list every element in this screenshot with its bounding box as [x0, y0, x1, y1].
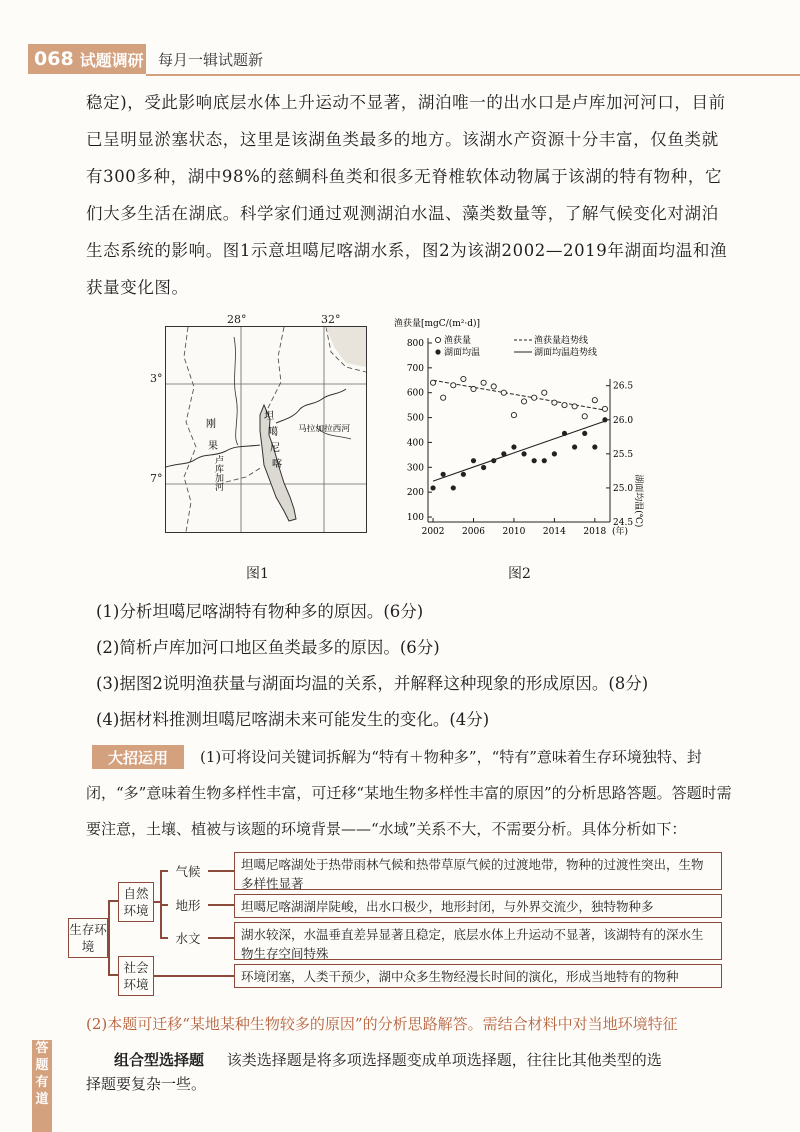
- catch-point: [491, 384, 496, 389]
- map-lon-label: 32°: [321, 313, 341, 326]
- catch-point: [532, 395, 537, 400]
- catch-point: [562, 403, 567, 408]
- tree-connector: [108, 974, 118, 976]
- figure2-caption: 图2: [508, 566, 531, 582]
- tree-arrow: [154, 975, 234, 977]
- place-label: 刚: [206, 419, 216, 430]
- tree-connector: [160, 904, 168, 906]
- body-line: 已呈明显淤塞状态，这里是该湖鱼类最多的地方。该湖水产资源十分丰富，仅鱼类就: [86, 130, 719, 149]
- catch-point: [511, 412, 516, 417]
- tip-line: 闭，“多”意味着生物多样性丰富，可迁移“某地生物多样性丰富的原因”的分析思路答题。答题时需: [86, 784, 732, 802]
- temperature-point: [542, 458, 547, 463]
- tree-connector: [108, 900, 118, 902]
- y-left-tick-label: 400: [406, 438, 424, 449]
- temperature-point: [572, 444, 577, 449]
- catch-point: [572, 404, 577, 409]
- tree-hydro-label: 水文: [168, 927, 208, 949]
- tributary-river: [234, 337, 238, 445]
- y-left-tick-label: 100: [406, 513, 424, 524]
- header-subtitle: 每月一辑试题新: [158, 51, 264, 69]
- question-4: (4)据材料推测坦噶尼喀湖未来可能发生的变化。(4分): [96, 710, 490, 729]
- page-number-tab: [28, 44, 146, 74]
- body-line: 稳定)，受此影响底层水体上升运动不显著，湖泊唯一的出水口是卢库加河河口，目前: [86, 93, 726, 112]
- map-lat-label: 7°: [150, 472, 163, 485]
- tree-terrain-text: 坦噶尼喀湖湖岸陡峻，出水口极少，地形封闭，与外界交流少，独特物种多: [234, 894, 722, 918]
- header-rule: [146, 74, 800, 76]
- x-tick-label: 2018: [583, 527, 607, 537]
- catch-point: [501, 390, 506, 395]
- tree-terrain-label: 地形: [168, 894, 208, 916]
- temperature-point: [441, 472, 446, 477]
- x-tick-label: 2002: [421, 527, 445, 537]
- border-line: [184, 327, 196, 532]
- temperature-point: [552, 451, 557, 456]
- tip-label: 大招运用: [92, 745, 184, 769]
- temperature-point: [481, 465, 486, 470]
- x-unit-label: (年): [612, 527, 629, 537]
- tree-connector: [108, 900, 110, 975]
- lake-map: [165, 326, 367, 533]
- legend-temp-marker: [435, 349, 440, 354]
- catch-point: [461, 376, 466, 381]
- tree-climate-text: 坦噶尼喀湖处于热带雨林气候和热带草原气候的过渡地带，物种的过渡性突出，生物多样性显著: [234, 852, 722, 890]
- body-line: 生态系统的影响。图1示意坦噶尼喀湖水系，图2为该湖2002—2019年湖面均温和渔: [86, 241, 728, 260]
- y-right-tick-label: 25.0: [613, 483, 634, 494]
- body-line: 获量变化图。: [86, 278, 189, 297]
- side-tab-char: 答: [35, 1041, 49, 1056]
- tree-arrow: [208, 904, 234, 906]
- temperature-point: [562, 431, 567, 436]
- temperature-point: [582, 431, 587, 436]
- temperature-point: [521, 451, 526, 456]
- temperature-trend-line: [433, 421, 605, 481]
- body-line: 们大多生活在湖底。科学家们通过观测湖泊水温、藻类数量等，了解气候变化对湖泊: [86, 204, 719, 223]
- bottom-line2: 择题要复杂一些。: [86, 1075, 207, 1093]
- y-right-tick-label: 26.0: [613, 415, 634, 426]
- temperature-point: [501, 451, 506, 456]
- highland-area: [326, 327, 366, 367]
- body-line: 有300多种，湖中98%的慈鲷科鱼类和很多无脊椎软体动物属于该湖的特有物种，它: [86, 167, 723, 186]
- temperature-point: [451, 485, 456, 490]
- bottom-title: 组合型选择题: [114, 1051, 205, 1069]
- x-tick-label: 2006: [462, 527, 485, 537]
- side-tab: [32, 1040, 52, 1132]
- page-number: 068: [34, 48, 74, 70]
- section-title: 试题调研: [79, 50, 144, 70]
- question-1: (1)分析坦噶尼喀湖特有物种多的原因。(6分): [96, 602, 424, 621]
- catch-point: [602, 406, 607, 411]
- legend-temp-trend-label: 湖面均温趋势线: [534, 348, 598, 358]
- tree-arrow: [208, 870, 234, 872]
- side-tab-char: 有: [35, 1075, 49, 1090]
- catch-point: [521, 399, 526, 404]
- y-left-tick-label: 300: [406, 463, 424, 474]
- bottom-line1: 该类选择题是将多项选择题变成单项选择题，往往比其他类型的选: [226, 1051, 662, 1069]
- x-tick-label: 2010: [502, 527, 526, 537]
- catch-point: [451, 383, 456, 388]
- catch-point: [481, 380, 486, 385]
- legend-catch-trend-label: 渔获量趋势线: [534, 336, 589, 346]
- temperature-point: [592, 444, 597, 449]
- tip-line: (1)可将设问关键词拆解为“特有＋物种多”，“特有”意味着生存环境独特、封: [200, 748, 702, 766]
- bottom-section: [86, 1048, 726, 1096]
- catch-temperature-chart: [392, 312, 643, 552]
- y-left-tick-label: 200: [406, 488, 424, 499]
- catch-point: [542, 390, 547, 395]
- catch-point: [441, 395, 446, 400]
- tree-natural: 自然环境: [118, 882, 154, 922]
- tree-arrow: [208, 937, 234, 939]
- place-label: 马拉加拉西河: [298, 424, 346, 433]
- y-right-tick-label: 25.5: [613, 449, 634, 460]
- catch-point: [430, 380, 435, 385]
- place-label: 坦: [264, 411, 274, 422]
- part2-text: (2)本题可迁移“某地某种生物较多的原因”的分析思路解答。需结合材料中对当地环境特征: [86, 1015, 678, 1033]
- temperature-point: [491, 458, 496, 463]
- question-2: (2)简析卢库加河口地区鱼类最多的原因。(6分): [96, 638, 440, 657]
- y-left-axis-title: 渔获量[mgC/(m²·d)]: [394, 319, 481, 329]
- catch-point: [582, 414, 587, 419]
- temperature-point: [602, 417, 607, 422]
- y-left-tick-label: 700: [406, 363, 424, 374]
- map-lat-label: 3°: [150, 372, 163, 385]
- malagarasi-river: [276, 389, 346, 423]
- tree-hydro-text: 湖水较深，水温垂直差异显著且稳定，底层水体上升运动不显著，该湖特有的深水生物生存空间特殊: [234, 922, 722, 960]
- tree-root: 生存环境: [68, 918, 108, 958]
- y-left-tick-label: 600: [406, 388, 424, 399]
- temperature-point: [532, 458, 537, 463]
- y-left-tick-label: 800: [406, 338, 424, 349]
- catch-point: [471, 386, 476, 391]
- legend-catch-label: 渔获量: [444, 336, 472, 346]
- tip-line: 要注意，土壤、植被与该题的环境背景——“水域”关系不大，不需要分析。具体分析如下：: [86, 820, 687, 838]
- place-label: 噶: [268, 427, 278, 438]
- y-left-tick-label: 500: [406, 413, 424, 424]
- place-label: 尼: [270, 443, 280, 454]
- question-3: (3)据图2说明渔获量与湖面均温的关系，并解释这种现象的形成原因。(8分): [96, 674, 649, 693]
- temperature-point: [471, 458, 476, 463]
- place-label: 果: [208, 441, 218, 452]
- border-line: [226, 467, 262, 482]
- temperature-point: [461, 472, 466, 477]
- temperature-point: [430, 485, 435, 490]
- place-label: 喀: [272, 459, 282, 470]
- y-right-tick-label: 24.5: [613, 518, 634, 528]
- place-label: 卢库加河: [213, 455, 223, 491]
- tree-climate-label: 气候: [168, 860, 208, 882]
- figure1-caption: 图1: [246, 566, 269, 582]
- y-right-tick-label: 26.5: [613, 381, 634, 392]
- x-tick-label: 2014: [542, 527, 566, 537]
- temperature-point: [511, 444, 516, 449]
- side-tab-char: 道: [35, 1092, 49, 1107]
- tree-social-text: 环境闭塞，人类干预少，湖中众多生物经漫长时间的演化，形成当地特有的物种: [234, 964, 722, 988]
- tree-connector: [160, 937, 168, 939]
- y-right-axis-title: 湖面均温(℃): [633, 474, 643, 528]
- legend-catch-marker: [435, 337, 440, 342]
- catch-point: [592, 398, 597, 403]
- legend-temp-label: 湖面均温: [444, 348, 481, 358]
- lake-map-drawing: [166, 327, 366, 532]
- tree-connector: [160, 870, 168, 872]
- map-lon-label: 28°: [227, 313, 247, 326]
- side-tab-char: 题: [35, 1058, 49, 1073]
- catch-trend-line: [433, 380, 605, 410]
- tree-social: 社会环境: [118, 956, 154, 996]
- catch-point: [552, 400, 557, 405]
